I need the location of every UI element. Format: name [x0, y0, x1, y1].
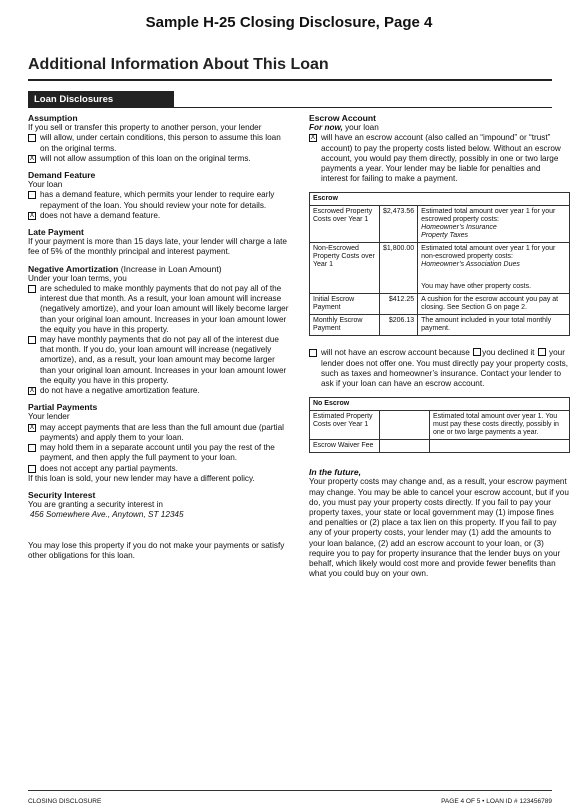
checkbox[interactable]: [28, 191, 36, 199]
property-address: 456 Somewhere Ave., Anytown, ST 12345: [30, 510, 184, 520]
section-title: Additional Information About This Loan: [28, 56, 329, 73]
partial-payments-heading: Partial Payments: [28, 402, 98, 413]
late-payment-heading: Late Payment: [28, 227, 84, 238]
demand-heading: Demand Feature: [28, 170, 96, 181]
footer-rule: [28, 790, 552, 791]
table-row: Estimated Property Costs over Year 1 Estimated total amount over year 1. You must pay these costs directly, possibly in one or two large payments a year.: [310, 411, 570, 440]
document-title: Sample H-25 Closing Disclosure, Page 4: [145, 14, 433, 31]
tab-rule: [28, 107, 552, 108]
demand-option-1: has a demand feature, which permits your lender to require early repayment of the loan. You should review your note for details.: [28, 190, 290, 210]
checkbox-declined[interactable]: [473, 348, 481, 356]
assumption-heading: Assumption: [28, 113, 78, 123]
assumption-option-1: will allow, under certain conditions, this person to assume this loan on the original terms.: [28, 133, 290, 153]
security-outro: You may lose this property if you do not make your payments or satisfy other obligations for this loan.: [28, 540, 285, 560]
demand-option-2: X does not have a demand feature.: [29, 210, 161, 220]
demand-intro: Your loan: [28, 180, 63, 190]
checkbox[interactable]: [309, 349, 317, 357]
assumption-option-2: X will not allow assumption of this loan on the original terms.: [29, 153, 251, 163]
partial-intro: Your lender: [28, 412, 70, 422]
partial-outro: If this loan is sold, your new lender may have a different policy.: [28, 473, 255, 483]
no-escrow-table: [309, 397, 570, 453]
checkbox-checked[interactable]: X: [29, 387, 35, 395]
escrow-table-header: Escrow: [310, 193, 570, 206]
table-row: Escrowed Property Costs over Year 1 $2,473.56 Estimated total amount over year 1 for your escrowed property costs: Homeowner’s Insurance Property Taxes: [310, 206, 570, 243]
assumption-intro: If you sell or transfer this property to another person, your lender: [28, 123, 262, 133]
left-column: [28, 113, 290, 561]
escrow-option-2: will not have an escrow account because you declined it your lender does not offer one. You must directly pay your property costs, such as taxes and homeowner’s insurance. Contact your lender to ask if your loan can have an escrow account.: [309, 348, 569, 389]
negam-option-1: are scheduled to make monthly payments that do not pay all of the interest due that month. As a result, your loan amount will increase (negatively amortize), and your loan amount will likely become larger than your original loan amount. Increases in your loan amount lower the equity you have in this property.: [28, 284, 290, 335]
checkbox[interactable]: [28, 336, 36, 344]
future-text: Your property costs may change and, as a result, your escrow payment may change. You may be able to cancel your escrow account, but if you do, you must pay your property costs directly. If you fail to pay your property taxes, your state or local government may (1) impose fines and penalties or (2) place a tax lien on this property. If you fail to pay any of your property costs, your lender may (1) add the amounts to your loan balance, (2) add an escrow account to your loan, or (3) require you to pay for property insurance that the lender buys on your behalf, which likely would cost more and provide fewer benefits than what you could buy on your own.: [309, 477, 569, 579]
checkbox-checked[interactable]: X: [29, 211, 35, 219]
partial-option-2: may hold them in a separate account until you pay the rest of the payment, and then apply the full payment to your loan.: [28, 443, 290, 463]
checkbox-checked[interactable]: X: [310, 134, 316, 142]
checkbox-not-offered[interactable]: [538, 348, 546, 356]
checkbox-checked[interactable]: X: [29, 423, 35, 431]
table-row: Initial Escrow Payment $412.25 A cushion for the escrow account you pay at closing. See Section G on page 2.: [310, 294, 570, 315]
escrow-option-1: X will have an escrow account (also called an “impound” or “trust” account) to pay the property costs listed below. Without an escrow account, you would pay them directly, possibly in one or two large payments a year. Your lender may be liable for penalties and interest for failing to make a payment.: [310, 133, 561, 184]
security-intro: You are granting a security interest in: [28, 500, 163, 510]
negative-amortization-heading: Negative Amortization (Increase in Loan Amount): [28, 263, 222, 274]
checkbox[interactable]: [28, 134, 36, 142]
table-row: Non-Escrowed Property Costs over Year 1 $1,800.00 Estimated total amount over year 1 for your non-escrowed property costs: Homeowner’s Association Dues You may have other property costs.: [310, 243, 570, 294]
escrow-for-now: For now, your loan: [309, 123, 379, 133]
footer-right: PAGE 4 OF 5 • LOAN ID # 123456789: [441, 798, 552, 805]
negam-option-3: X do not have a negative amortization feature.: [29, 386, 200, 396]
partial-option-3: does not accept any partial payments.: [28, 464, 290, 474]
escrow-table: [309, 192, 570, 336]
section-rule: [28, 79, 552, 81]
no-escrow-table-header: No Escrow: [310, 398, 570, 411]
checkbox[interactable]: [28, 465, 36, 473]
negam-option-2: may have monthly payments that do not pay all of the interest due that month. If you do, your loan amount will increase (negatively amortize), and, as a result, your loan amount may become larger than your original loan amount. Increases in your loan amount lower the equity you have in this property.: [28, 335, 290, 386]
checkbox[interactable]: [28, 444, 36, 452]
right-column: [309, 113, 569, 579]
negam-intro: Under your loan terms, you: [28, 273, 127, 283]
table-row: Escrow Waiver Fee: [310, 440, 570, 453]
footer-left: CLOSING DISCLOSURE: [28, 798, 102, 805]
security-interest-heading: Security Interest: [28, 489, 96, 500]
checkbox-checked[interactable]: X: [29, 154, 35, 162]
partial-option-1: X may accept payments that are less than the full amount due (partial payments) and apply them to your loan.: [29, 422, 284, 442]
table-row: Monthly Escrow Payment $206.13 The amount included in your total monthly payment.: [310, 315, 570, 336]
checkbox[interactable]: [28, 285, 36, 293]
late-payment-text: If your payment is more than 15 days late, your lender will charge a late fee of 5% of the monthly principal and interest payment.: [28, 237, 287, 257]
loan-disclosures-tab: Loan Disclosures: [28, 91, 174, 108]
future-heading: In the future,: [309, 467, 362, 478]
escrow-heading: Escrow Account: [309, 113, 377, 123]
